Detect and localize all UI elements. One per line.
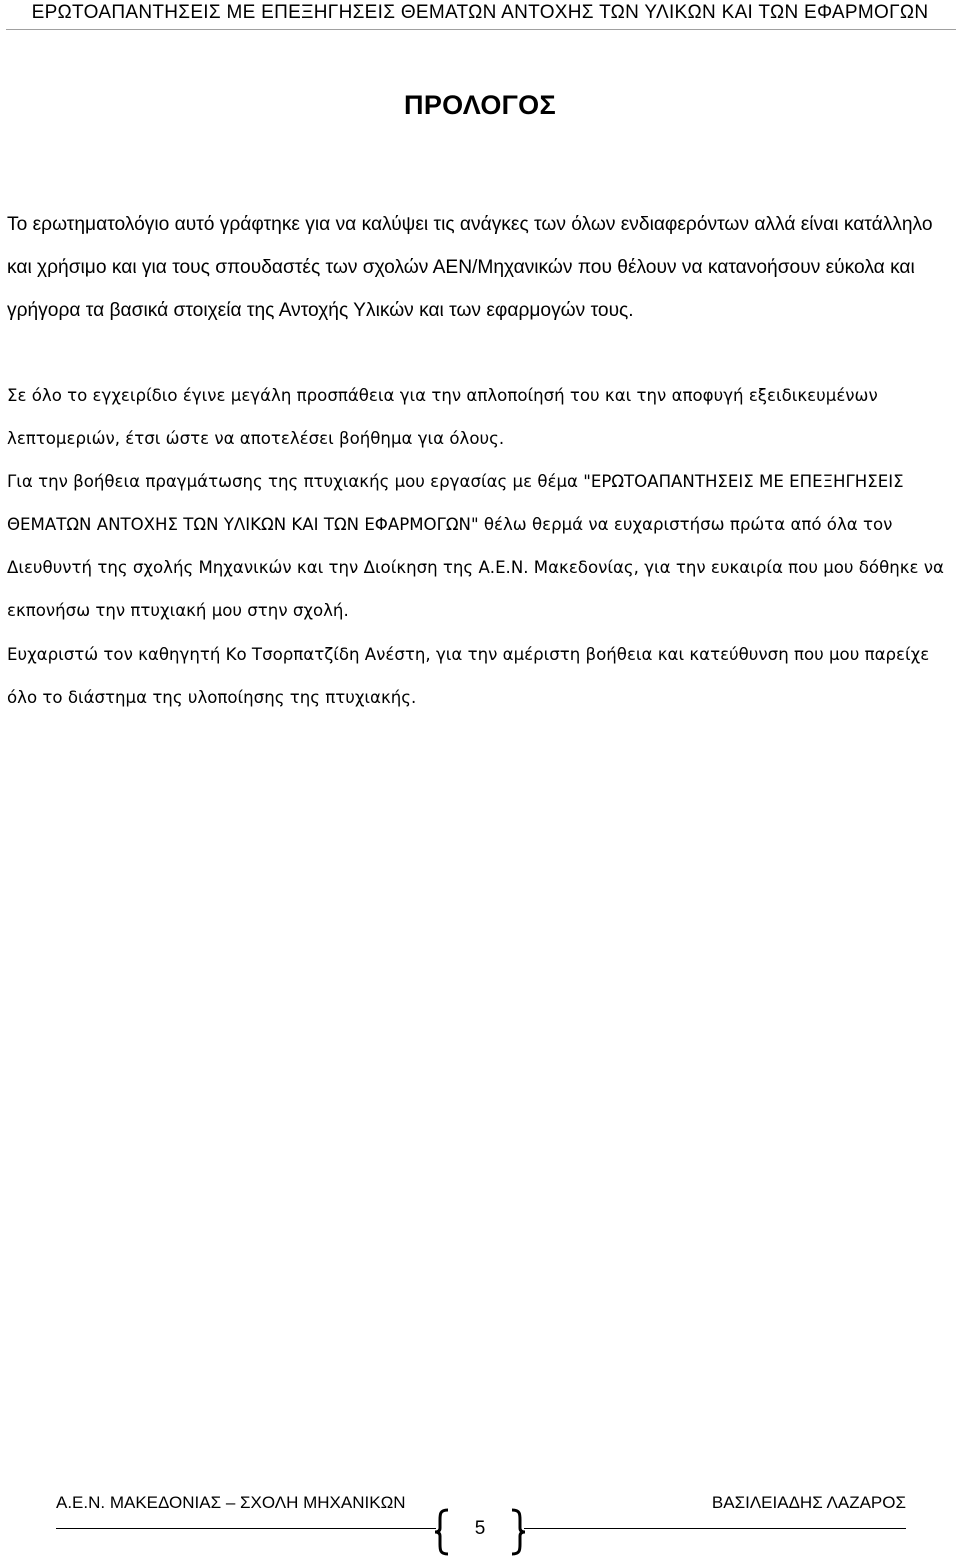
page-title: ΠΡΟΛΟΓΟΣ xyxy=(404,90,556,120)
paragraph-intro: Το ερωτηματολόγιο αυτό γράφτηκε για να καλύψει τις ανάγκες των όλων ενδιαφερόντων αλλά είναι κατάλληλο και χρήσιμο και για τους σπουδαστές των σχολών ΑΕΝ/Μηχανικών που θέλουν να κατανοήσουν εύκολα και γρήγορα τα βασικά στοιχεία της Αντοχής Υλικών και των εφαρμογών τους. xyxy=(7,214,933,321)
right-brace-icon xyxy=(508,1508,528,1556)
header-rule xyxy=(6,29,956,30)
paragraph-simplification: Σε όλο το εγχειρίδιο έγινε μεγάλη προσπάθεια για την απλοποίησή του και την αποφυγή εξειδικευμένων λεπτομεριών, έτσι ώστε να αποτελέσει βοήθημα για όλους. xyxy=(7,386,878,448)
header-title: ΕΡΩΤΟΑΠΑΝΤΗΣΕΙΣ ΜΕ ΕΠΕΞΗΓΗΣΕΙΣ ΘΕΜΑΤΩΝ ΑΝΤΟΧΗΣ ΤΩΝ ΥΛΙΚΩΝ ΚΑΙ ΤΩΝ ΕΦΑΡΜΟΓΩΝ xyxy=(31,2,929,23)
footer-author: ΒΑΣΙΛΕΙΑΔΗΣ ΛΑΖΑΡΟΣ xyxy=(711,1493,906,1512)
footer-rule-left xyxy=(56,1528,436,1529)
paragraph-acknowledgement: Για την βοήθεια πραγμάτωσης της πτυχιακής μου εργασίας με θέμα "ΕΡΩΤΟΑΠΑΝΤΗΣΕΙΣ ΜΕ ΕΠΕΞΗΓΗΣΕΙΣ ΘΕΜΑΤΩΝ ΑΝΤΟΧΗΣ ΤΩΝ ΥΛΙΚΩΝ ΚΑΙ ΤΩΝ ΕΦΑΡΜΟΓΩΝ" θέλω θερμά να ευχαριστήσω πρώτα από όλα τον Διευθυντή της σχολής Μηχανικών και την Διοίκηση της Α.Ε.Ν. Μακεδονίας, για την ευκαιρία που μου δόθηκε να εκπονήσω την πτυχιακή μου στην σχολή. xyxy=(7,472,944,620)
page-number: 5 xyxy=(474,1518,486,1539)
left-brace-icon xyxy=(432,1508,452,1556)
footer-rule-right xyxy=(524,1528,906,1529)
footer-institution: Α.Ε.Ν. ΜΑΚΕΔΟΝΙΑΣ – ΣΧΟΛΗ ΜΗΧΑΝΙΚΩΝ xyxy=(56,1493,406,1512)
paragraph-thanks-professor: Ευχαριστώ τον καθηγητή Κο Τσορπατζίδη Ανέστη, για την αμέριστη βοήθεια και κατεύθυνση που μου παρείχε όλο το διάστημα της υλοποίησης της πτυχιακής. xyxy=(7,645,930,707)
